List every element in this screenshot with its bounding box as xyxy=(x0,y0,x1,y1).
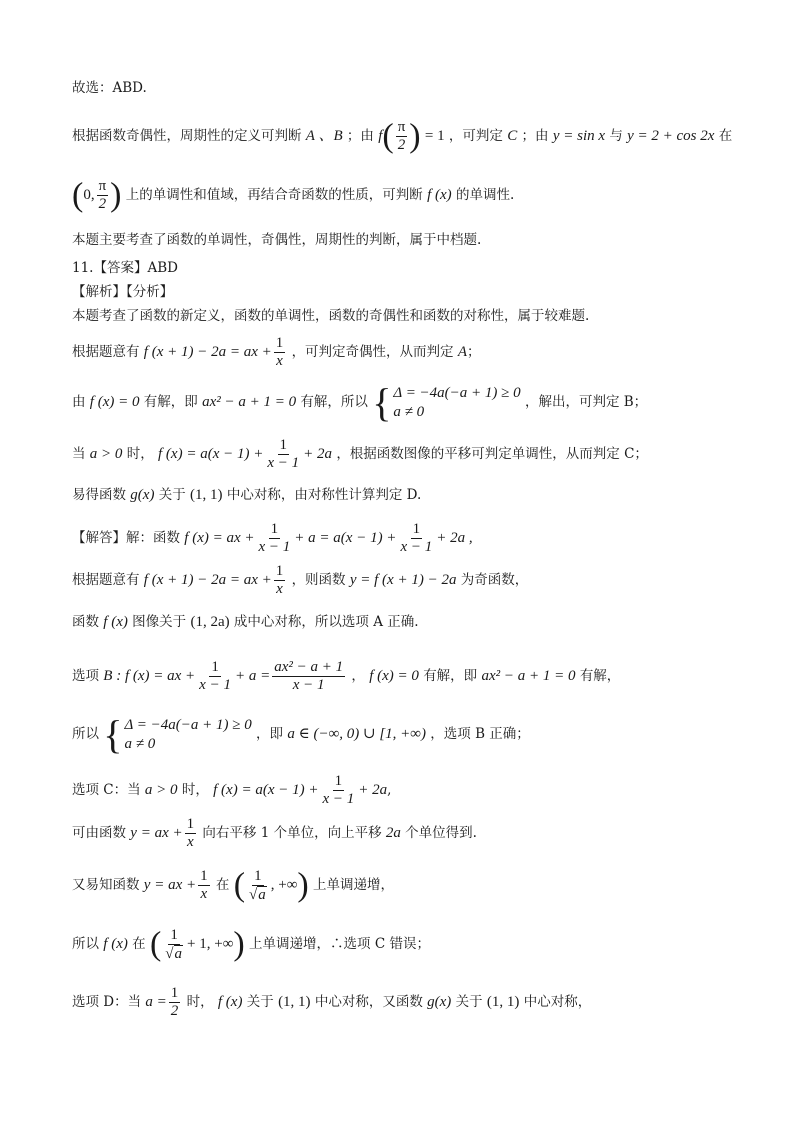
text: ；由 xyxy=(346,128,374,144)
fraction xyxy=(97,178,109,213)
denominator: x − 1 xyxy=(292,677,325,693)
text: ，即 xyxy=(256,726,284,742)
text-line: 又易知函数 y = ax + $\frac{1}{x}$ 在 ( $\frac{1}{√a}$ , +∞) 上单调递增， xyxy=(72,866,395,904)
text: 与 xyxy=(609,128,623,144)
text-line xyxy=(72,230,740,250)
text: 时， xyxy=(126,446,154,462)
equation-system: { Δ = −4a(−a + 1) ≥ 0 a ≠ 0 xyxy=(372,379,521,425)
text-line: 根据题意有 f (x + 1) − 2a = ax + $\frac{1}{x}$ ，可判定奇偶性，从而判定 A； xyxy=(72,335,481,369)
fraction: $\frac{1}{√a}$ xyxy=(249,867,266,903)
text-line: (0, $\frac{\pi}{2}$ ) 上的单调性和值域，再结合奇函数的性质，可判断 f (x) 的单调性. xyxy=(72,176,515,214)
text: 所以 xyxy=(72,726,99,742)
text: 本题考查了函数的新定义，函数的单调性，函数的奇偶性和函数的对称性，属于较难题. xyxy=(72,308,590,324)
denominator: x xyxy=(276,353,283,369)
math: 2a xyxy=(385,825,401,841)
text-line xyxy=(72,712,740,756)
math: y = ax + xyxy=(143,877,197,893)
math: g(x) xyxy=(427,994,452,1010)
math: y = f (x + 1) − 2a xyxy=(349,572,457,588)
math: g(x) xyxy=(130,487,155,503)
text: ，根据函数图像的平移可判定单调性，从而判定 C； xyxy=(336,446,648,462)
denominator: x − 1 xyxy=(199,677,231,693)
text: 向右平移 1 个单位，向上平移 xyxy=(202,825,382,841)
math: a ∈ (−∞, 0) ∪ [1, +∞) xyxy=(287,726,426,742)
math: B : f (x) = ax + xyxy=(103,668,196,684)
math: + 1, +∞ xyxy=(187,936,234,952)
math: f (x) = a(x − 1) + xyxy=(158,446,264,462)
text: ，则函数 xyxy=(291,572,346,588)
text-line xyxy=(72,656,740,696)
text-line xyxy=(72,984,740,1020)
math: C xyxy=(507,128,518,144)
numerator: 1 xyxy=(275,335,284,351)
text: ，解出，可判定 B； xyxy=(524,394,648,410)
numerator: 1 xyxy=(186,816,195,832)
text: 【解析】【分析】 xyxy=(72,284,174,300)
numerator: 1 xyxy=(254,867,262,884)
text: 所以 xyxy=(72,936,99,952)
numerator: 1 xyxy=(334,773,343,789)
text: 易得函数 xyxy=(72,487,126,503)
text: ，可判定 xyxy=(448,128,503,144)
denominator: 2 xyxy=(170,1003,179,1019)
math: f (x) = 0 xyxy=(89,394,140,410)
text: 有解，所以 xyxy=(300,394,368,410)
fraction xyxy=(169,985,181,1020)
text: 有解， xyxy=(579,668,621,684)
math: f (x) xyxy=(103,936,128,952)
math: A xyxy=(457,344,468,360)
math: + a = a(x − 1) + xyxy=(294,530,397,546)
text: 中心对称，由对称性计算判定 D. xyxy=(226,487,422,503)
math: y = ax + xyxy=(130,825,183,841)
text-line: 选项 C：当 a > 0 时， f (x) = a(x − 1) + $\frac{1}{x - 1}$ + 2a, xyxy=(72,773,392,807)
text: 当 xyxy=(72,446,86,462)
numerator: 1 xyxy=(412,521,421,537)
denominator: x − 1 xyxy=(400,539,433,555)
text: 的单调性. xyxy=(455,187,515,203)
fraction xyxy=(320,773,356,808)
text: 个单位得到. xyxy=(405,825,477,841)
text-line xyxy=(72,78,740,98)
denominator: x − 1 xyxy=(258,539,291,555)
sqrt-arg: a xyxy=(258,886,266,903)
fraction xyxy=(185,816,197,851)
fraction xyxy=(257,521,293,556)
numerator: 1 xyxy=(275,563,284,579)
text: 选项 D：当 xyxy=(72,994,142,1010)
denominator: x − 1 xyxy=(267,455,300,471)
text: 函数 xyxy=(72,614,99,630)
numerator: π xyxy=(397,119,406,135)
numerator: ax² − a + 1 xyxy=(274,659,344,675)
text: 有解，即 xyxy=(143,394,198,410)
math: + 2a xyxy=(358,782,388,798)
math: f (x + 1) − 2a = ax + xyxy=(143,344,272,360)
text: 【解答】解：函数 xyxy=(72,530,180,546)
denominator: x − 1 xyxy=(322,791,355,807)
math: (1, 1) xyxy=(190,487,223,503)
text: 选项 C：当 xyxy=(72,782,141,798)
math: A 、B xyxy=(305,128,343,144)
math: f (x) xyxy=(103,614,128,630)
text: 可由函数 xyxy=(72,825,126,841)
text-line xyxy=(72,380,740,424)
text: 时， xyxy=(186,994,214,1010)
text: 在 xyxy=(132,936,146,952)
denominator: x xyxy=(200,886,208,902)
text-line xyxy=(72,520,740,556)
text-line xyxy=(72,485,740,505)
math: f xyxy=(378,128,383,144)
math: = 1 xyxy=(424,128,445,144)
numerator: 1 xyxy=(211,659,219,675)
math: y = 2 + cos 2x xyxy=(627,128,715,144)
text: 又易知函数 xyxy=(72,877,140,893)
fraction xyxy=(274,335,286,370)
math: y = sin x xyxy=(552,128,606,144)
text-line: 根据函数奇偶性，周期性的定义可判断 A 、B ；由 f( $\frac{\pi}{2}$ ) = 1 ，可判定 C ；由 y = sin x 与 y = 2 + cos 2x 在 xyxy=(72,117,733,155)
text: 图像关于 xyxy=(132,614,187,630)
math: a > 0 xyxy=(144,782,178,798)
sqrt-arg: a xyxy=(174,945,183,962)
equation-system: { Δ = −4a(−a + 1) ≥ 0 a ≠ 0 xyxy=(103,711,252,757)
text: 选项 xyxy=(72,668,99,684)
denominator: x xyxy=(276,581,283,597)
text: ， xyxy=(351,668,365,684)
numerator: 1 xyxy=(170,985,179,1001)
text: 关于 xyxy=(158,487,186,503)
text: 时， xyxy=(181,782,209,798)
math: f (x) = 0 xyxy=(369,668,419,684)
text-line xyxy=(72,436,740,472)
math: a > 0 xyxy=(89,446,123,462)
math: f (x) = a(x − 1) + xyxy=(213,782,319,798)
fraction xyxy=(396,119,408,154)
math: + 2a , xyxy=(436,530,473,546)
text: 中心对称， xyxy=(523,994,592,1010)
text-line xyxy=(72,612,740,632)
text-line xyxy=(72,306,740,326)
numerator: 1 xyxy=(279,437,287,453)
text: ，可判定奇偶性，从而判定 xyxy=(291,344,454,360)
text: 上单调递增，∴选项 C 错误； xyxy=(249,936,430,952)
text: 关于 xyxy=(455,994,483,1010)
math: , +∞ xyxy=(270,877,298,893)
math: ax² − a + 1 = 0 xyxy=(481,668,576,684)
condition: Δ = −4a(−a + 1) ≥ 0 xyxy=(124,716,252,733)
math: (1, 1) xyxy=(278,994,311,1010)
math: + a = xyxy=(234,668,271,684)
numerator: π xyxy=(98,178,107,194)
text-line xyxy=(72,562,740,598)
fraction xyxy=(274,563,286,598)
math: f (x) = ax + xyxy=(184,530,255,546)
math: f (x) xyxy=(427,187,452,203)
text: ；由 xyxy=(521,128,549,144)
condition: Δ = −4a(−a + 1) ≥ 0 xyxy=(393,384,521,401)
section-heading xyxy=(72,282,740,302)
text: 上单调递增， xyxy=(313,877,395,893)
text: 11.【答案】ABD xyxy=(72,260,178,276)
condition: a ≠ 0 xyxy=(393,403,425,420)
math: ax² − a + 1 = 0 xyxy=(202,394,297,410)
text: 在 xyxy=(718,128,733,144)
numerator: 1 xyxy=(270,521,279,537)
text: 本题主要考查了函数的单调性，奇偶性，周期性的判断，属于中档题. xyxy=(72,232,482,248)
math: f (x + 1) − 2a = ax + xyxy=(143,572,272,588)
fraction: $\frac{1}{√a}$ xyxy=(165,926,183,962)
fraction xyxy=(398,521,434,556)
text: 上的单调性和值域，再结合奇函数的性质，可判断 xyxy=(125,187,423,203)
math: + 2a xyxy=(303,446,333,462)
text: 在 xyxy=(215,877,230,893)
denominator: 2 xyxy=(98,196,107,212)
text-line: 所以 f (x) 在 ( $\frac{1}{√a}$ + 1, +∞) 上单调递增，∴选项 C 错误； xyxy=(72,925,430,963)
text: 成中心对称，所以选项 A 正确. xyxy=(233,614,419,630)
fraction xyxy=(197,659,233,694)
text: 有解，即 xyxy=(423,668,478,684)
text: 根据函数奇偶性，周期性的定义可判断 xyxy=(72,128,302,144)
text-line xyxy=(72,815,740,851)
text: 由 xyxy=(72,394,86,410)
math: a = xyxy=(145,994,167,1010)
denominator: 2 xyxy=(397,137,406,153)
text: 根据题意有 xyxy=(72,344,140,360)
answer-heading xyxy=(72,258,740,278)
fraction xyxy=(272,659,345,694)
numerator: 1 xyxy=(200,868,208,884)
text: ，选项 B 正确； xyxy=(430,726,530,742)
numerator: 1 xyxy=(170,926,178,943)
math: f (x) xyxy=(217,994,243,1010)
text: 故选：ABD. xyxy=(72,80,147,96)
math: 0, xyxy=(83,187,95,203)
text: 中心对称，又函数 xyxy=(314,994,423,1010)
denominator: x xyxy=(187,834,194,850)
math: (1, 1) xyxy=(486,994,520,1010)
condition: a ≠ 0 xyxy=(124,735,156,752)
text: 为奇函数， xyxy=(460,572,529,588)
text: 关于 xyxy=(246,994,274,1010)
text: 根据题意有 xyxy=(72,572,140,588)
fraction xyxy=(198,868,210,903)
math: (1, 2a) xyxy=(190,614,230,630)
fraction xyxy=(265,437,301,472)
